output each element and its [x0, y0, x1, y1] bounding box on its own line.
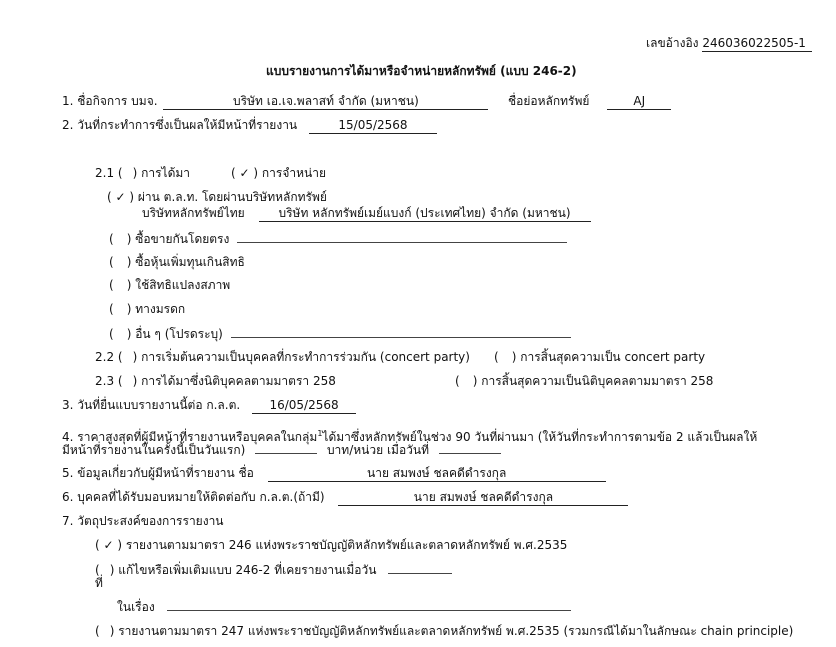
max-price-text-2: มีหน้าที่รายงานในครั้งนี้เป็นวันแรก): [62, 443, 246, 457]
item-2-3-number: 2.3 (: [95, 374, 123, 388]
section258-end-label: การสิ้นสุดความเป็นนิติบุคคลตามมาตรา 258: [481, 374, 714, 388]
option-inheritance-label: ทางมรดก: [135, 302, 186, 316]
item-2-2-close: ): [132, 350, 138, 364]
purpose-amend-label: แก้ไขหรือเพิ่มเติมแบบ 246-2 ที่เคยรายงานเมื่อวัน: [118, 563, 377, 577]
item-2-1-row: [95, 165, 190, 181]
via-set-row: [107, 189, 327, 205]
contact-row: [62, 489, 628, 506]
section258-acquire-label: การได้มาซึ่งนิติบุคคลตามมาตรา 258: [141, 374, 336, 388]
option-other-label: อื่น ๆ (โปรดระบุ): [135, 327, 223, 341]
item-2-1-close: ): [132, 166, 138, 180]
purpose-amend-row: [95, 561, 452, 578]
action-date-value: 15/05/2568: [309, 118, 437, 134]
filing-date-value: 16/05/2568: [252, 398, 356, 414]
option-conversion-label: ใช้สิทธิแปลงสภาพ: [135, 278, 231, 292]
max-price-text-1b: ได้มาซึ่งหลักทรัพย์ในช่วง 90 วันที่ผ่านมา (ให้วันที่กระทำการตามข้อ 2 แล้วเป็นผลให้: [322, 430, 758, 444]
purpose-246-checkbox[interactable]: ( ✓ ): [95, 538, 123, 552]
max-price-value-line: [255, 441, 317, 454]
company-label: 1. ชื่อกิจการ บมจ.: [62, 94, 158, 108]
purpose-amend-cont: ที่: [95, 576, 103, 590]
item-2-2-row: [95, 349, 470, 365]
purpose-247-row: [95, 623, 793, 639]
option-conversion: ( ) ใช้สิทธิแปลงสภาพ: [109, 278, 231, 292]
company-name: บริษัท เอ.เจ.พลาสท์ จำกัด (มหาชน): [163, 94, 488, 110]
footnote-marker: 1: [317, 429, 323, 438]
concert-end-label: การสิ้นสุดความเป็น concert party: [520, 350, 706, 364]
option-direct-trade-line: [237, 230, 567, 243]
subject-row: [117, 598, 571, 615]
filing-date-row: [62, 397, 356, 414]
concert-start-label: การเริ่มต้นความเป็นบุคคลที่กระทำการร่วมกัน (concert party): [141, 350, 470, 364]
max-price-unit: บาท/หน่วย เมื่อวันที่: [326, 443, 430, 457]
subject-line: [167, 598, 571, 611]
max-price-text-1: 4. ราคาสูงสุดที่ผู้มีหน้าที่รายงานหรือบุคคลในกลุ่ม: [62, 430, 318, 444]
option-inheritance: ( ) ทางมรดก: [109, 302, 186, 316]
contact-label: 6. บุคคลที่ได้รับมอบหมายให้ติดต่อกับ ก.ล.ต.(ถ้ามี): [62, 490, 325, 504]
via-set-checkbox[interactable]: ( ✓ ): [107, 190, 135, 204]
via-set-label: ผ่าน ต.ล.ท. โดยผ่านบริษัทหลักทรัพย์: [137, 190, 327, 204]
item-2-3-row: [95, 373, 336, 389]
reporter-label: 5. ข้อมูลเกี่ยวกับผู้มีหน้าที่รายงาน ชื่อ: [62, 466, 254, 480]
concert-end-close: ): [511, 350, 517, 364]
subject-label: ในเรื่อง: [117, 600, 155, 614]
item-2-3-close: ): [132, 374, 138, 388]
item-2-2-number: 2.2 (: [95, 350, 123, 364]
contact-name: นาย สมพงษ์ ชลคดีดำรงกุล: [338, 490, 628, 506]
option-excess-rights-label: ซื้อหุ้นเพิ่มทุนเกินสิทธิ: [135, 255, 245, 269]
section258-end-row: ( ) การสิ้นสุดความเป็นนิติบุคคลตามมาตรา 258: [455, 374, 714, 388]
reference-label: เลขอ้างอิง: [646, 36, 699, 50]
purpose-247-label: รายงานตามมาตรา 247 แห่งพระราชบัญญัติหลักทรัพย์และตลาดหลักทรัพย์ พ.ศ.2535 (รวมกรณีได้มาในลักษณะ chain principle): [118, 624, 794, 638]
symbol-row: [508, 93, 671, 110]
max-price-date-line: [439, 441, 501, 454]
option-direct-trade: ( ) ซื้อขายกันโดยตรง: [109, 230, 567, 247]
reporter-name: นาย สมพงษ์ ชลคดีดำรงกุล: [268, 466, 606, 482]
action-date-label: 2. วันที่กระทำการซึ่งเป็นผลให้มีหน้าที่รายงาน: [62, 118, 298, 132]
purpose-247-close: ): [109, 624, 115, 638]
purpose-amend-close: ): [109, 563, 115, 577]
action-date-row: [62, 117, 437, 134]
max-price-row-2: [62, 441, 501, 458]
symbol-value: AJ: [607, 94, 671, 110]
symbol-label: ชื่อย่อหลักทรัพย์: [508, 94, 590, 108]
reference-row: [646, 35, 812, 52]
option-direct-trade-label: ซื้อขายกันโดยตรง: [135, 232, 230, 246]
purpose-246-row: [95, 537, 567, 553]
company-row: [62, 93, 488, 110]
filing-date-label: 3. วันที่ยื่นแบบรายงานนี้ต่อ ก.ล.ต.: [62, 398, 241, 412]
item-2-1-number: 2.1 (: [95, 166, 123, 180]
dispose-checkbox[interactable]: ( ✓ ): [231, 166, 259, 180]
purpose-label: 7. วัตถุประสงค์ของการรายงาน: [62, 514, 224, 528]
purpose-amend-open: (: [95, 563, 100, 577]
reference-number: 246036022505-1: [702, 36, 812, 52]
option-excess-rights: ( ) ซื้อหุ้นเพิ่มทุนเกินสิทธิ: [109, 255, 245, 269]
purpose-247-open: (: [95, 624, 100, 638]
option-other: ( ) อื่น ๆ (โปรดระบุ): [109, 325, 571, 342]
section258-end-close: ): [472, 374, 478, 388]
reporter-row: [62, 465, 606, 482]
purpose-246-label: รายงานตามมาตรา 246 แห่งพระราชบัญญัติหลักทรัพย์และตลาดหลักทรัพย์ พ.ศ.2535: [125, 538, 568, 552]
acquire-label: การได้มา: [141, 166, 191, 180]
form-title: แบบรายงานการได้มาหรือจำหน่ายหลักทรัพย์ (แบบ 246-2): [266, 64, 577, 78]
broker-label: บริษัทหลักทรัพย์ไทย: [142, 206, 245, 220]
concert-end-row: ( ) การสิ้นสุดความเป็น concert party: [494, 350, 706, 364]
dispose-label: การจำหน่าย: [261, 166, 326, 180]
broker-name: บริษัท หลักทรัพย์เมย์แบงก์ (ประเทศไทย) จำกัด (มหาชน): [259, 206, 591, 222]
broker-row: [142, 205, 591, 222]
option-other-line: [231, 325, 571, 338]
purpose-amend-date-line: [388, 561, 452, 574]
dispose-row: [231, 165, 326, 181]
